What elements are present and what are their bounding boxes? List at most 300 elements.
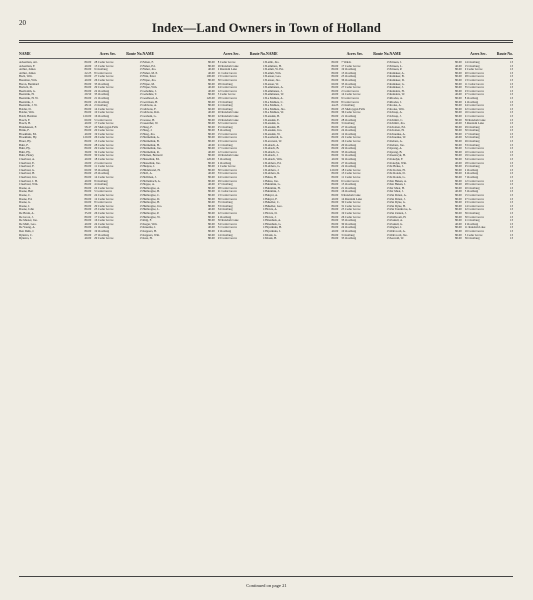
owner-route: 13	[386, 111, 390, 115]
owner-acres: 80.00	[455, 176, 462, 179]
owner-post-office: Cedar Grove	[468, 147, 484, 151]
owner-name: Hildebrand, H.	[142, 168, 161, 172]
owner-name: Jaeger, Wm.	[142, 222, 158, 226]
owner-section: 2	[341, 104, 343, 108]
owner-section: 24	[341, 226, 345, 230]
owner-section-postoffice	[218, 237, 255, 241]
owner-section: 8	[341, 100, 343, 104]
owner-section: 33	[217, 172, 221, 176]
owner-section: 7	[341, 61, 343, 64]
owner-name: Prinsen, P.	[389, 68, 403, 72]
header-name: NAME	[142, 52, 155, 56]
owner-section: 26	[217, 64, 221, 68]
owner-acres: 80.00	[455, 71, 462, 75]
owner-acres: 40.00	[84, 78, 92, 82]
owner-post-office: Cedar Grove	[98, 107, 114, 111]
owner-acres: 80.00	[84, 193, 92, 197]
owner-section: 12	[464, 179, 468, 183]
owner-post-office: Cedar Grove	[98, 111, 114, 115]
owner-name: Schaap, J.	[389, 114, 402, 118]
owner-name: Hesselink, Ed.	[142, 158, 160, 162]
owner-section: 33	[94, 82, 98, 86]
owner-route: 13	[139, 208, 143, 212]
owner-post-office: Oostburg	[345, 132, 357, 136]
owner-name: Hoffman, J.	[142, 176, 157, 179]
owner-acres: 80.00	[208, 78, 215, 82]
owner-section: 11	[94, 165, 98, 169]
owner-route: 13	[386, 93, 390, 97]
owner-route: 13	[139, 129, 143, 133]
owner-post-office: Sheboygan Falls	[345, 107, 365, 111]
owner-section: 13	[217, 193, 221, 197]
owner-section: 23	[94, 172, 98, 176]
owner-acres: 80.00	[455, 150, 462, 154]
owner-section: 26	[217, 136, 221, 140]
owner-post-office: Cedar Grove	[220, 93, 236, 97]
owner-route: 13	[386, 150, 390, 154]
owner-post-office: Oostburg	[98, 114, 110, 118]
owner-name: Huibregtse, A.	[142, 186, 160, 190]
owner-post-office: Cedar Grove	[98, 237, 114, 241]
owner-post-office: Cedar Grove	[221, 222, 237, 226]
owner-name: Boldt, Herman	[19, 114, 37, 118]
owner-name: Bartsch, D.	[19, 86, 33, 90]
owner-name: Lubach, B.	[266, 147, 280, 151]
owner-name: Bosch, F.	[19, 118, 31, 122]
column-header	[19, 50, 143, 59]
owner-acres: 80.00	[331, 107, 339, 111]
owner-route: 13	[510, 233, 513, 237]
owner-route: 13	[139, 226, 143, 230]
owner-acres: 80.00	[84, 154, 92, 158]
owner-post-office: Cedar Grove	[468, 215, 484, 219]
owner-acres: 80.00	[455, 68, 462, 72]
owner-route: 13	[510, 208, 513, 212]
owner-route: 13	[510, 64, 513, 68]
owner-section: 22	[341, 165, 345, 169]
owner-acres: 80.00	[84, 229, 92, 233]
owner-route: 13	[510, 165, 513, 169]
owner-route: 13	[263, 61, 266, 64]
owner-acres: 80.00	[84, 204, 92, 208]
owner-post-office: Oostburg	[345, 219, 357, 223]
owner-post-office: Cedar Grove	[98, 215, 114, 219]
owner-acres: 40.00	[455, 161, 462, 165]
owner-route: 13	[510, 140, 513, 144]
owner-section: 26	[341, 215, 345, 219]
owner-route: 13	[510, 78, 513, 82]
owner-section: 14	[464, 61, 468, 64]
owner-name: Lensink, E.	[266, 118, 280, 122]
owner-route: 13	[139, 190, 143, 194]
owner-name: Lubbers, Ed.	[266, 161, 282, 165]
owner-acres: 100.00	[206, 75, 215, 79]
owner-post-office: Cedar Grove	[98, 150, 114, 154]
owner-name: Van Dyke, H.	[389, 204, 406, 208]
owner-post-office: Oostburg	[98, 229, 110, 233]
owner-name: Arthur, James	[19, 68, 36, 72]
owner-acres: 40.00	[208, 89, 215, 93]
owner-route: 13	[139, 125, 143, 129]
owner-post-office: Oostburg	[468, 219, 480, 223]
owner-acres: 80.00	[84, 190, 92, 194]
owner-acres: 40.00	[208, 226, 215, 230]
owner-post-office: Oostburg	[468, 186, 480, 190]
owner-section: 21	[341, 114, 345, 118]
owner-name: Beernink, J. W.	[19, 104, 38, 108]
owner-post-office: Cedar Grove	[98, 61, 114, 64]
owner-post-office: Cedar Grove	[98, 211, 114, 215]
owner-post-office: Oostburg	[96, 68, 108, 72]
owner-section: 18	[341, 168, 345, 172]
owner-acres: 80.00	[455, 172, 462, 176]
owner-route: 13	[263, 68, 266, 72]
owner-acres: 60.00	[331, 82, 339, 86]
owner-post-office: Cedar Grove	[221, 186, 237, 190]
owner-section: 28	[217, 82, 221, 86]
owner-section: 28	[94, 143, 98, 147]
owner-acres: 80.00	[331, 179, 339, 183]
owner-acres: 40.00	[331, 132, 339, 136]
owner-section: 27	[341, 161, 345, 165]
owner-section: 9	[464, 68, 467, 72]
owner-route: 13	[510, 183, 513, 187]
owner-name: Navis, D.	[266, 211, 278, 215]
column-header	[143, 50, 267, 59]
owner-acres: 80.00	[208, 61, 215, 64]
owner-route: 13	[139, 176, 143, 179]
owner-route: 13	[139, 114, 143, 118]
owner-route: 13	[263, 204, 266, 208]
owner-post-office: Oostburg	[98, 89, 110, 93]
owner-name: Gibbons, F.	[142, 107, 157, 111]
owner-name: Bolder, Wm.	[19, 111, 35, 115]
owner-section: 19	[217, 118, 221, 122]
owner-post-office: Oostburg	[467, 222, 479, 226]
owner-section: 3	[341, 122, 343, 126]
owner-route: 13	[139, 193, 143, 197]
owner-section: 9	[217, 229, 220, 233]
owner-name: Nienhuis, G.	[266, 222, 282, 226]
owner-post-office: Oostburg	[468, 165, 480, 169]
owner-post-office: Cedar Grove	[468, 71, 484, 75]
owner-post-office: Cedar Grove	[221, 172, 237, 176]
owner-name: Haag, J.	[142, 129, 153, 133]
owner-route: 13	[510, 172, 513, 176]
owner-section: 14	[94, 176, 98, 179]
owner-section: 35	[464, 86, 468, 90]
owner-name: Oonk, H.	[266, 237, 278, 241]
owner-post-office: Oostburg	[96, 183, 108, 187]
owner-post-office: Cedar Grove	[221, 150, 237, 154]
owner-route: 13	[139, 179, 143, 183]
owner-acres: 80.00	[331, 75, 339, 79]
index-column-1	[19, 50, 143, 573]
owner-acres: 80.00	[455, 154, 462, 158]
owner-section: 11	[341, 176, 345, 179]
owner-name: Claerbaut, J. H.	[19, 179, 38, 183]
owner-section: 24	[94, 193, 98, 197]
owner-route: 13	[263, 161, 266, 165]
owner-acres: 40.00	[208, 71, 215, 75]
owner-post-office: Oostburg	[96, 104, 108, 108]
owner-section: 30	[217, 168, 221, 172]
owner-route: 13	[139, 118, 143, 122]
owner-acres: 40.00	[208, 208, 215, 212]
owner-post-office: Cedar Grove	[345, 93, 361, 97]
owner-post-office: Oostburg	[467, 96, 479, 100]
owner-route: 13	[386, 176, 390, 179]
page-number: 20	[19, 19, 26, 27]
owner-route: 13	[510, 122, 513, 126]
owner-route: 13	[386, 168, 390, 172]
owner-acres: 80.00	[84, 147, 92, 151]
owner-route: 13	[386, 68, 390, 72]
owner-name: Kappers, Wm.	[142, 233, 160, 237]
owner-post-office: Oostburg	[467, 190, 479, 194]
owner-route: 13	[263, 143, 266, 147]
owner-name: Sprang, A.	[389, 147, 403, 151]
owner-name: Navis, A.	[266, 208, 278, 212]
owner-section: 21	[217, 143, 221, 147]
owner-route: 13	[263, 129, 266, 133]
owner-post-office: Oostburg	[98, 82, 110, 86]
owner-acres: 40.00	[331, 158, 339, 162]
owner-section: 13	[217, 100, 221, 104]
owner-route: 13	[386, 129, 390, 133]
owner-name: Huibregtse, L.	[142, 208, 160, 212]
owner-name: Claerbaut, A.	[19, 158, 35, 162]
owner-section: 28	[217, 186, 221, 190]
owner-route: 13	[263, 140, 266, 144]
owner-name: Ramaker, A.	[389, 71, 405, 75]
owner-section: 2	[464, 168, 467, 172]
owner-route: 13	[139, 132, 143, 136]
owner-name: De Young, A.	[19, 226, 36, 230]
owner-post-office: Cedar Grove	[96, 161, 112, 165]
owner-name: Huibregtse, C.	[142, 193, 160, 197]
owner-route: 13	[263, 190, 266, 194]
owner-acres: 80.00	[331, 71, 339, 75]
owner-post-office: Cedar Grove	[468, 75, 484, 79]
owner-name: Prinsen, L.	[389, 64, 403, 68]
owner-section: 20	[217, 107, 221, 111]
owner-route: 13	[510, 86, 513, 90]
owner-acres: 80.00	[455, 197, 462, 201]
owner-route: 13	[386, 211, 390, 215]
owner-section: 2	[341, 89, 343, 93]
owner-route: 13	[386, 100, 390, 104]
owner-post-office: Cedar Grove	[468, 193, 484, 197]
owner-section: 30	[464, 215, 468, 219]
owner-route: 13	[139, 201, 143, 205]
owner-acres: 80.00	[455, 75, 462, 79]
owner-route: 13	[386, 125, 390, 129]
owner-name: Van Zanten, J.	[389, 211, 407, 215]
owner-section: 24	[217, 86, 221, 90]
owner-acres: 80.00	[331, 64, 339, 68]
owner-name: Beernink, H.	[19, 93, 35, 97]
owner-section: 21	[94, 96, 98, 100]
owner-name: Mueller, Geo.	[266, 204, 283, 208]
owner-route: 13	[510, 226, 513, 230]
owner-acres: 80.00	[331, 193, 339, 197]
owner-name: Beernink, J.	[19, 100, 34, 104]
owner-route: 13	[139, 215, 143, 219]
owner-post-office: Oostburg	[220, 161, 232, 165]
owner-route: 13	[139, 183, 143, 187]
owner-acres: 80.00	[331, 154, 339, 158]
owner-route: 13	[263, 132, 266, 136]
owner-acres: 120.00	[206, 158, 215, 162]
owner-post-office: Random Lake	[468, 226, 486, 230]
owner-section: 27	[341, 125, 345, 129]
owner-acres: 80.00	[331, 125, 339, 129]
owner-name: De Bruin, A.	[19, 211, 35, 215]
owner-route: 13	[386, 201, 390, 205]
owner-acres: 80.00	[84, 143, 92, 147]
owner-section: 15	[341, 183, 345, 187]
owner-post-office: Oostburg	[468, 132, 480, 136]
owner-route: 13	[510, 219, 513, 223]
owner-acres: 60.00	[208, 233, 215, 237]
owner-route: 13	[263, 122, 266, 126]
owner-section: 34	[464, 158, 468, 162]
owner-route: 13	[386, 219, 390, 223]
owner-post-office: Cedar Grove	[98, 186, 114, 190]
owner-post-office: Oostburg	[221, 143, 233, 147]
owner-section: 13	[217, 75, 221, 79]
owner-section: 16	[94, 114, 98, 118]
owner-name: Rooks, Wm.	[389, 107, 405, 111]
owner-route: 13	[386, 89, 390, 93]
owner-post-office: Cedar Grove	[468, 78, 484, 82]
owner-section: 12	[217, 150, 221, 154]
owner-post-office: Cedar Grove	[468, 197, 484, 201]
owner-route: 13	[386, 122, 390, 126]
owner-section: 19	[464, 154, 468, 158]
owner-acres: 80.00	[455, 89, 462, 93]
owner-section: 22	[94, 100, 98, 104]
owner-section: 10	[341, 229, 345, 233]
owner-name: Schmitt, Jno.	[389, 122, 406, 126]
owner-acres: 40.00	[208, 68, 215, 72]
owner-route: 13	[510, 114, 513, 118]
index-column-2	[143, 50, 267, 573]
owner-post-office: Oostburg	[345, 147, 357, 151]
owner-post-office: Cedar Grove	[221, 132, 237, 136]
header-route: Route No.	[373, 52, 390, 56]
owner-section: 27	[94, 75, 98, 79]
owner-section: 13	[341, 172, 345, 176]
owner-name: De Mull, Geo.	[19, 222, 37, 226]
owner-name: Nyenhuis, H.	[266, 226, 282, 230]
owner-name: Grasse, H.	[142, 118, 156, 122]
owner-route: 13	[263, 147, 266, 151]
owner-section: 28	[94, 61, 98, 64]
owner-acres: 80.00	[84, 219, 92, 223]
owner-route: 13	[263, 183, 266, 187]
owner-route: 13	[510, 75, 513, 79]
owner-post-office: Oostburg	[467, 172, 479, 176]
owner-post-office: Cedar Grove	[98, 129, 114, 133]
owner-name: Ter Maat, J.	[389, 190, 404, 194]
owner-route: 13	[263, 150, 266, 154]
owner-section: 23	[94, 208, 98, 212]
owner-route: 13	[510, 111, 513, 115]
owner-acres: 80.00	[331, 78, 339, 82]
owner-route: 13	[263, 111, 266, 115]
owner-route: 13	[386, 229, 390, 233]
owner-route: 13	[139, 222, 143, 226]
owner-route: 13	[510, 61, 513, 64]
owner-post-office: Cedar Grove	[221, 193, 237, 197]
owner-route: 13	[139, 68, 143, 72]
owner-name: Lamm, Wm.	[266, 71, 282, 75]
owner-name: Lubach, J.	[266, 154, 279, 158]
owner-route: 13	[510, 118, 513, 122]
owner-post-office: Cedar Grove	[221, 226, 237, 230]
owner-name: Guenther, W.	[142, 122, 159, 126]
owner-acres: 40.00	[84, 179, 92, 183]
owner-name: Brink, F.	[19, 129, 30, 133]
owner-route: 13	[510, 201, 513, 205]
owner-name: Bach, Wm.	[19, 75, 33, 79]
owner-section: 18	[464, 161, 468, 165]
owner-name: Maas, H.	[266, 176, 277, 179]
owner-name: Leverenz, W.	[266, 140, 282, 144]
owner-section: 9	[464, 222, 467, 226]
owner-acres: 80.00	[455, 107, 462, 111]
owner-name: Bareman, Wm.	[19, 78, 38, 82]
owner-acres: 80.00	[208, 219, 215, 223]
owner-route: 13	[139, 147, 143, 151]
owner-section: 19	[94, 132, 98, 136]
owner-section: 16	[94, 219, 98, 223]
owner-section: 30	[341, 222, 345, 226]
owner-name: Haag, F.	[142, 125, 153, 129]
owner-post-office: Oostburg	[221, 183, 233, 187]
owner-acres: 80.00	[208, 132, 215, 136]
owner-section: 21	[464, 114, 468, 118]
owner-name: Lubbers, G.	[266, 165, 281, 169]
owner-acres: 80.00	[455, 237, 462, 241]
owner-name: Le Mahieu, W.	[266, 111, 284, 115]
owner-name: Hesselink, Jno.	[142, 161, 161, 165]
owner-post-office: Oostburg	[98, 93, 110, 97]
owner-name: Ackerman, Art.	[19, 61, 38, 64]
owner-post-office: Cedar Grove	[221, 75, 237, 79]
owner-section: 25	[341, 107, 345, 111]
owner-post-office: Oostburg	[221, 104, 233, 108]
owner-section: 29	[94, 204, 98, 208]
owner-name: De Master, Jno.	[19, 219, 38, 223]
owner-section: 36	[464, 211, 468, 215]
owner-acres: 80.00	[455, 165, 462, 169]
owner-post-office: Oostburg	[345, 82, 357, 86]
owner-route: 13	[263, 237, 266, 241]
owner-name: Dykstra, C.	[19, 233, 33, 237]
owner-acres: 80.00	[331, 233, 339, 237]
owner-route: 13	[139, 233, 143, 237]
owner-post-office: Cedar Grove	[345, 140, 361, 144]
owner-acres: 80.00	[331, 140, 339, 144]
owner-acres: 40.00	[84, 122, 92, 126]
owner-acres: 80.00	[455, 96, 462, 100]
owner-section: 3	[341, 233, 343, 237]
owner-name: Lubach, G.	[266, 150, 280, 154]
owner-acres: 80.00	[208, 64, 215, 68]
